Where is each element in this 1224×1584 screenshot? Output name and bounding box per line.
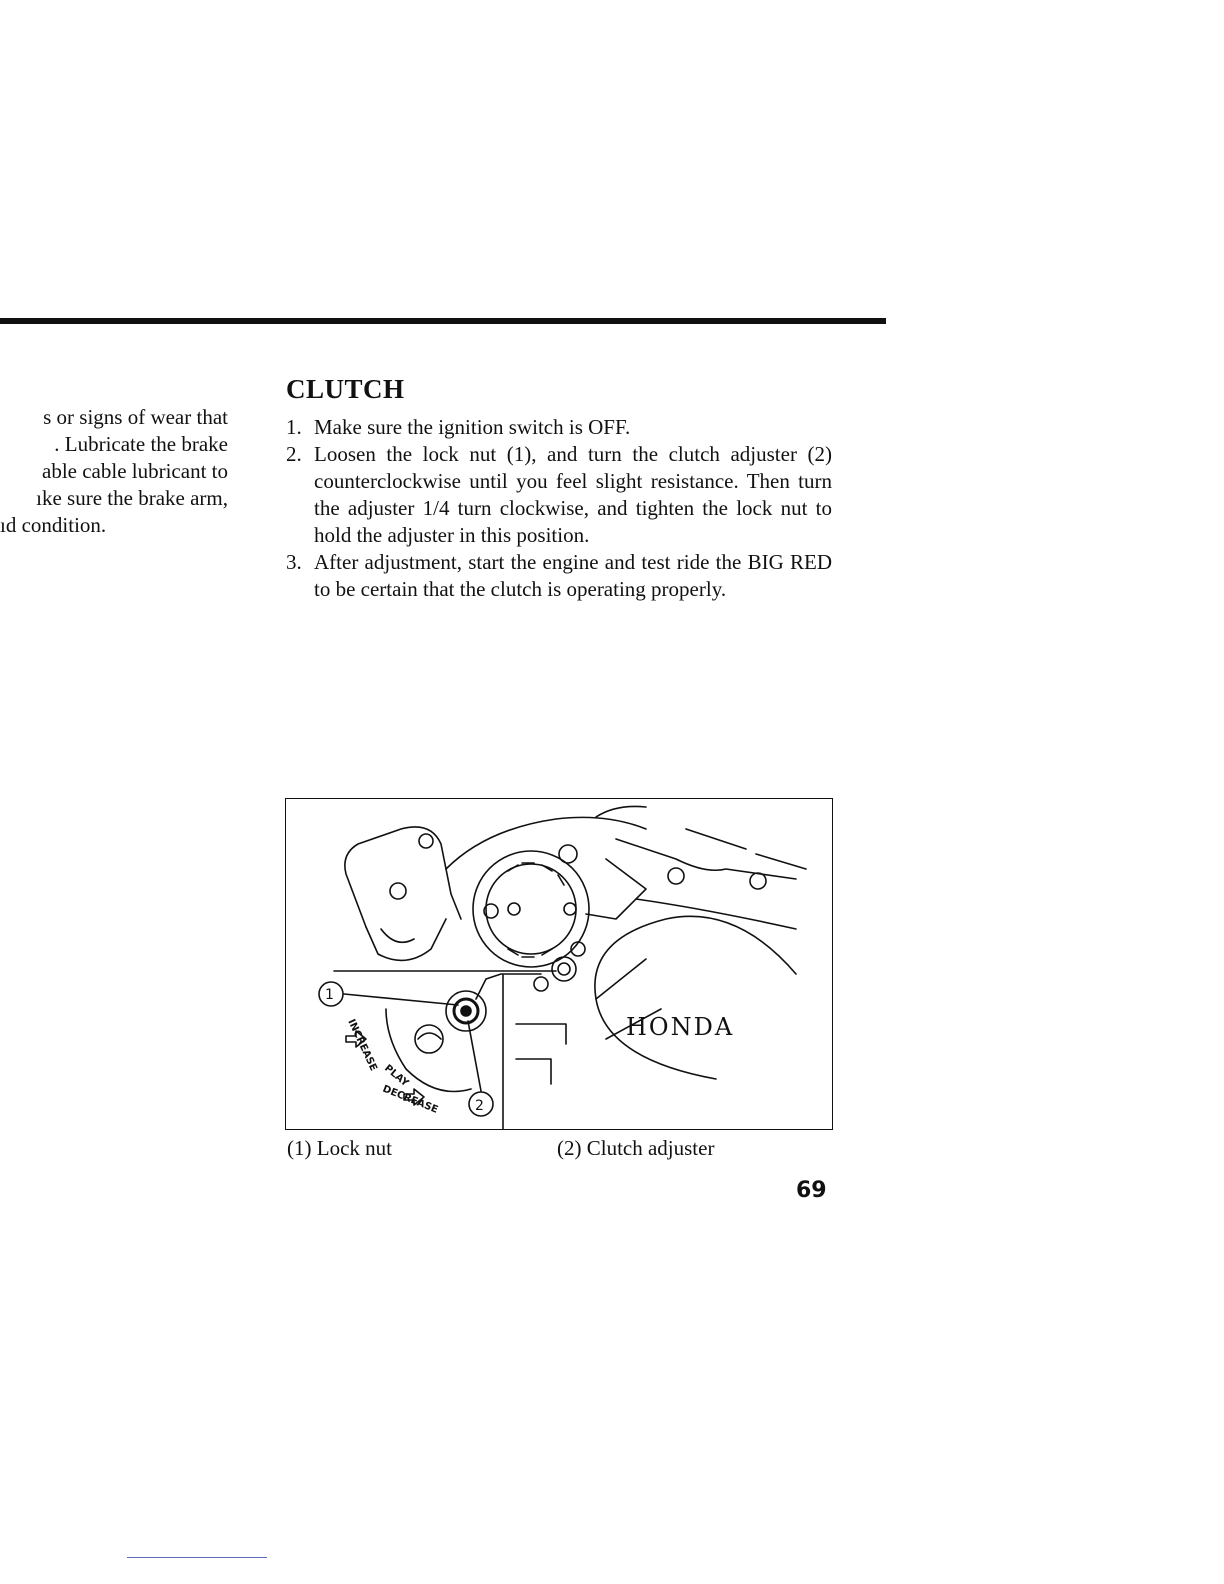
step-text: Loosen the lock nut (1), and turn the clutch adjuster (2) counterclockwise until you feel slight resistance. Then turn the adjuster 1/4 turn clockwise, and tighten the lock nut to hold the adjuster in this position. [314, 442, 832, 547]
left-line: able cable lubricant to [42, 459, 228, 483]
footer-line [127, 1557, 267, 1558]
housing-top [446, 817, 646, 869]
step-number: 2. [286, 442, 302, 466]
case-line [636, 899, 796, 929]
clutch-illustration [285, 798, 833, 1130]
step-number: 3. [286, 550, 302, 574]
decrease-label: DECREASE [380, 1083, 440, 1116]
housing-bolt [668, 868, 684, 884]
step-text: Make sure the ignition switch is OFF. [314, 415, 631, 439]
round-cover-inner [486, 864, 576, 954]
upper-adjuster-core [558, 963, 570, 975]
callout-2-label: 2 [475, 1098, 484, 1114]
lever-boss [415, 1025, 443, 1053]
left-line: ıd condition. [0, 513, 107, 537]
step-text: After adjustment, start the engine and test ride the BIG RED to be certain that the clutch is operating properly. [314, 550, 832, 601]
bracket-lower [366, 919, 446, 960]
case-step [516, 1024, 566, 1044]
bracket-detail [381, 929, 414, 942]
housing-bolt [750, 873, 766, 889]
cover-bolt [559, 845, 577, 863]
previous-column-text [0, 404, 228, 539]
step-number: 1. [286, 415, 302, 439]
engine-drawing [286, 799, 833, 1130]
increase-label: INCREASE [345, 1017, 379, 1073]
callout-2-leader [468, 1021, 481, 1091]
callout-1-label: 1 [325, 987, 334, 1003]
cover-ribs [508, 863, 564, 957]
case-step [516, 1059, 551, 1084]
left-line: s or signs of wear that [43, 405, 228, 429]
section-title: CLUTCH [286, 374, 405, 404]
caption-lock-nut: (1) Lock nut [287, 1136, 392, 1160]
housing-edge [616, 839, 796, 879]
steps-list [286, 414, 832, 603]
cover-bolt [508, 903, 520, 915]
lever-boss-detail [418, 1033, 441, 1039]
bolt-hole [419, 834, 433, 848]
brand-logo: HONDA [626, 1013, 735, 1041]
upper-adjuster [552, 957, 576, 981]
clutch-cover-arc [595, 916, 796, 1079]
play-label: PLAY [382, 1062, 411, 1090]
left-line: ıke sure the brake arm, [36, 486, 228, 510]
housing-top-arc [596, 806, 646, 817]
cable-end [476, 974, 541, 999]
page-number: 69 [796, 1178, 827, 1203]
bolt-hole [390, 883, 406, 899]
clutch-adjuster [461, 1006, 471, 1016]
left-line: . Lubricate the brake [54, 432, 228, 456]
cover-bolt [564, 903, 576, 915]
top-rule [0, 318, 886, 324]
cover-bolt [534, 977, 548, 991]
housing-lines [686, 829, 806, 869]
step-item [286, 441, 832, 549]
bracket-arm [586, 859, 646, 919]
step-item [286, 549, 832, 603]
caption-clutch-adjuster: (2) Clutch adjuster [557, 1136, 715, 1160]
step-item [286, 414, 832, 441]
bracket-outline [345, 827, 461, 927]
callout-1-leader [344, 994, 458, 1005]
